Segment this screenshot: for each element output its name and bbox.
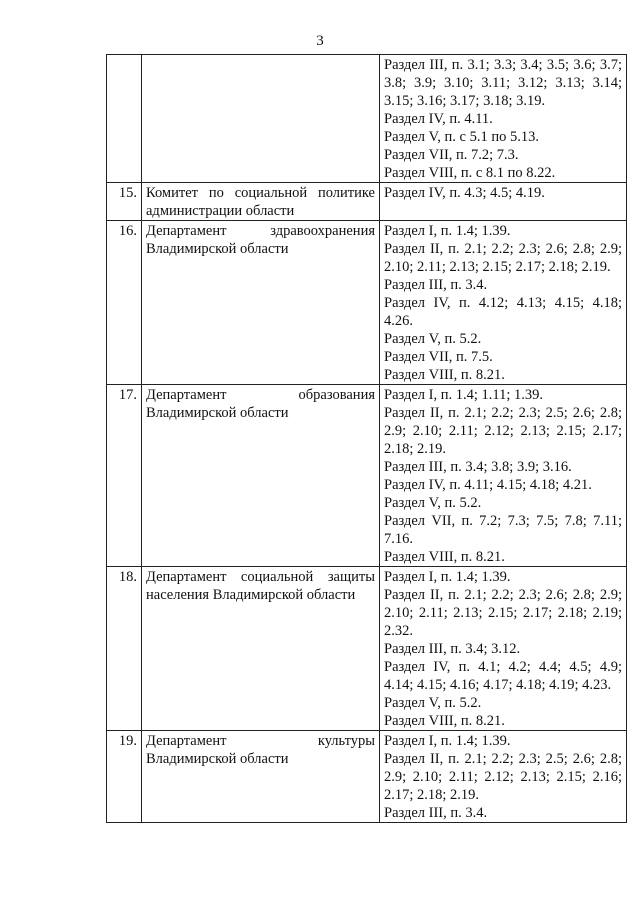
- organization-name: Комитет по социальной политике администрации области: [142, 183, 380, 221]
- section-reference-line: Раздел II, п. 2.1; 2.2; 2.3; 2.5; 2.6; 2.8; 2.9; 2.10; 2.11; 2.12; 2.13; 2.15; 2.17; 2.18; 2.19.: [384, 405, 622, 457]
- section-reference-line: Раздел VIII, п. 8.21.: [384, 549, 505, 565]
- section-reference-line: Раздел III, п. 3.4.: [384, 277, 488, 293]
- table-body: [107, 55, 627, 823]
- section-reference-line: Раздел II, п. 2.1; 2.2; 2.3; 2.6; 2.8; 2.9; 2.10; 2.11; 2.13; 2.15; 2.17; 2.18; 2.19.: [384, 241, 622, 275]
- section-references: [380, 183, 627, 221]
- assignment-table: [106, 54, 627, 823]
- section-reference-line: Раздел IV, п. 4.3; 4.5; 4.19.: [384, 185, 545, 201]
- section-reference-line: Раздел II, п. 2.1; 2.2; 2.3; 2.5; 2.6; 2.8; 2.9; 2.10; 2.11; 2.12; 2.13; 2.15; 2.16; 2.17; 2.18; 2.19.: [384, 751, 622, 803]
- section-reference-line: Раздел VIII, п. 8.21.: [384, 367, 505, 383]
- section-reference-line: Раздел IV, п. 4.1; 4.2; 4.4; 4.5; 4.9; 4.14; 4.15; 4.16; 4.17; 4.18; 4.19; 4.23.: [384, 659, 622, 693]
- organization-name: Департамент культуры Владимирской области: [142, 731, 380, 823]
- section-reference-line: Раздел V, п. 5.2.: [384, 331, 482, 347]
- section-reference-line: Раздел IV, п. 4.11; 4.15; 4.18; 4.21.: [384, 477, 592, 493]
- section-reference-line: Раздел VIII, п. с 8.1 по 8.22.: [384, 165, 556, 181]
- section-reference-line: Раздел VII, п. 7.2; 7.3.: [384, 147, 519, 163]
- row-number: [107, 55, 142, 183]
- table-row: [107, 221, 627, 385]
- section-reference-line: Раздел I, п. 1.4; 1.11; 1.39.: [384, 387, 543, 403]
- section-reference-line: Раздел IV, п. 4.12; 4.13; 4.15; 4.18; 4.26.: [384, 295, 622, 329]
- section-reference-line: Раздел I, п. 1.4; 1.39.: [384, 733, 511, 749]
- section-references: [380, 385, 627, 567]
- section-references: [380, 221, 627, 385]
- organization-name: Департамент здравоохранения Владимирской области: [142, 221, 380, 385]
- page-number: 3: [316, 33, 324, 49]
- row-number: 19.: [107, 731, 142, 823]
- section-reference-line: Раздел III, п. 3.4.: [384, 805, 488, 821]
- table-row: [107, 731, 627, 823]
- table-row: [107, 385, 627, 567]
- section-reference-line: Раздел VIII, п. 8.21.: [384, 713, 505, 729]
- table-row: [107, 55, 627, 183]
- organization-name: [142, 55, 380, 183]
- section-reference-line: Раздел V, п. с 5.1 по 5.13.: [384, 129, 539, 145]
- row-number: 15.: [107, 183, 142, 221]
- section-references: [380, 55, 627, 183]
- section-reference-line: Раздел I, п. 1.4; 1.39.: [384, 223, 511, 239]
- row-number: 17.: [107, 385, 142, 567]
- section-reference-line: Раздел I, п. 1.4; 1.39.: [384, 569, 511, 585]
- section-reference-line: Раздел II, п. 2.1; 2.2; 2.3; 2.6; 2.8; 2.9; 2.10; 2.11; 2.13; 2.15; 2.17; 2.18; 2.19; 2.32.: [384, 587, 622, 639]
- section-reference-line: Раздел VII, п. 7.2; 7.3; 7.5; 7.8; 7.11; 7.16.: [384, 513, 622, 547]
- organization-name: Департамент образования Владимирской области: [142, 385, 380, 567]
- section-reference-line: Раздел VII, п. 7.5.: [384, 349, 493, 365]
- row-number: 16.: [107, 221, 142, 385]
- table-row: [107, 567, 627, 731]
- section-reference-line: Раздел III, п. 3.4; 3.8; 3.9; 3.16.: [384, 459, 572, 475]
- row-number: 18.: [107, 567, 142, 731]
- section-references: [380, 567, 627, 731]
- organization-name: Департамент социальной защиты населения Владимирской области: [142, 567, 380, 731]
- table-row: [107, 183, 627, 221]
- section-reference-line: Раздел V, п. 5.2.: [384, 495, 482, 511]
- section-references: [380, 731, 627, 823]
- section-reference-line: Раздел III, п. 3.1; 3.3; 3.4; 3.5; 3.6; 3.7; 3.8; 3.9; 3.10; 3.11; 3.12; 3.13; 3.14; 3.15; 3.16; 3.17; 3.18; 3.19.: [384, 57, 622, 109]
- section-reference-line: Раздел V, п. 5.2.: [384, 695, 482, 711]
- section-reference-line: Раздел IV, п. 4.11.: [384, 111, 493, 127]
- section-reference-line: Раздел III, п. 3.4; 3.12.: [384, 641, 521, 657]
